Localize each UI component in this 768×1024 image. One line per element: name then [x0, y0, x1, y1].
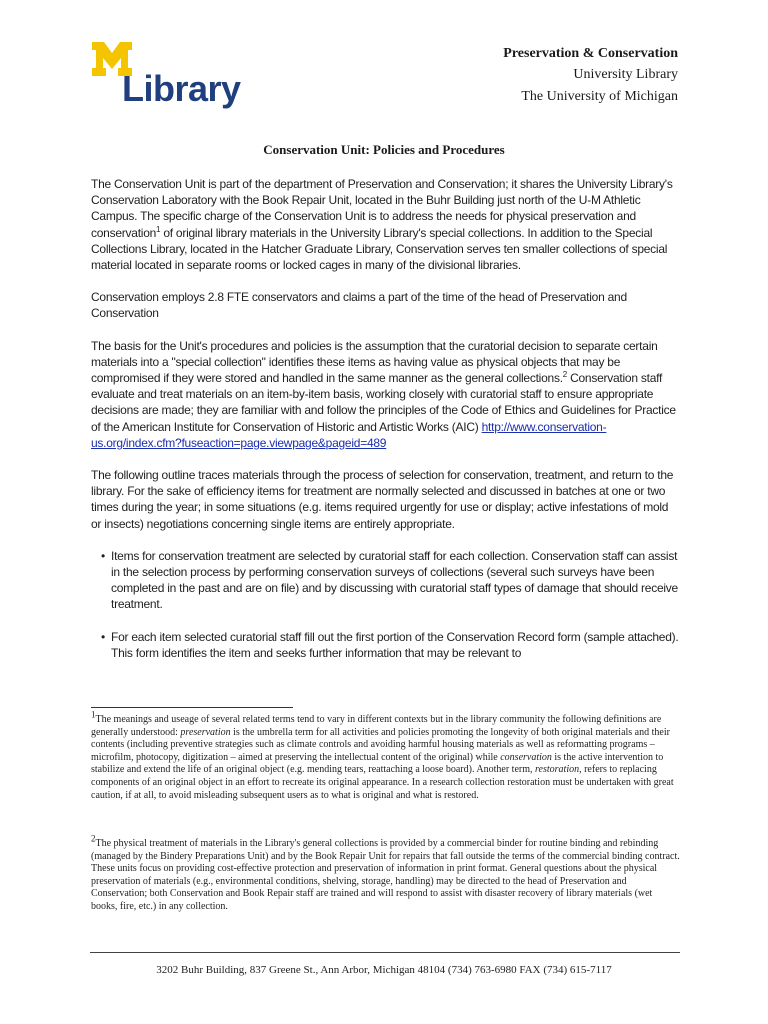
footnote-2 [91, 833, 681, 914]
list-item-text: Items for conservation treatment are selected by curatorial staff for each collection. Conservation staff can assist in the selection process by performing conservation surveys of collections (several such surveys have been completed in the past and are on file) and by discussing with curatorial staff types of damage that should receive treatment. [111, 548, 678, 612]
document-title: Conservation Unit: Policies and Procedures [263, 142, 505, 157]
footnote-number: 1 [91, 709, 96, 720]
university-library: University Library [573, 67, 678, 82]
footnote-term: conservation [500, 751, 552, 763]
footnote-ref-2[interactable]: 2 [562, 370, 567, 380]
procedure-list [91, 548, 681, 661]
footnote-term: restoration [535, 764, 580, 776]
footnote-separator [91, 707, 293, 708]
paragraph-text: Conservation staff evaluate and treat materials on an item-by-item basis, working closely with curatorial staff to ensure appropriate decisions are made; they are familiar with and follow the principles of the Code of Ethics and Guidelines for Practice of the American Institute for Conservation of Historic and Artistic Works (AIC) [91, 371, 676, 434]
bullet-marker: • [101, 548, 105, 563]
footer-address: 3202 Buhr Building, 837 Greene St., Ann Arbor, Michigan 48104 (734) 763-6980 FAX (734) 615-7117 [156, 964, 612, 976]
paragraph-text: The basis for the Unit's procedures and policies is the assumption that the curatorial decision to separate certain materials into a "special collection" identifies these items as having value as physical objects that may be compromised if they were stored and handled in the same manner as the general collections. [91, 338, 658, 386]
paragraph-staffing: Conservation employs 2.8 FTE conservators and claims a part of the time of the head of Preservation and Conservation [91, 290, 627, 321]
paragraph-intro [91, 176, 681, 273]
footnote-1 [91, 709, 681, 802]
footnote-text: The physical treatment of materials in the Library's general collections is provided by a commercial binder for routine binding and rebinding (managed by the Bindery Preparations Unit) and by the Book Repair Unit for repairs that fall outside the terms of the commercial binding contract. These units focus on providing cost-effective protection and preservation of information in print format. General questions about the physical preservation of materials (e.g., environmental conditions, shelving, storage, handling) may be directed to the head of Preservation and Conservation; both Conservation and Book Repair staff are trained and will respond to assist with disaster recovery of library materials (wet books, fire, etc.) in any collection. [91, 838, 680, 912]
logo-wordmark: Library [122, 68, 241, 109]
department-name: Preservation & Conservation [503, 46, 678, 61]
footnote-text: The meanings and useage of several related terms tend to vary in different contexts but in the library community the following definitions are generally understood: [91, 714, 662, 738]
footnote-ref-1[interactable]: 1 [156, 224, 161, 234]
document-body [91, 176, 681, 677]
footer-separator [90, 952, 680, 953]
paragraph-outline: The following outline traces materials through the process of selection for conservation, treatment, and return to the library. For the sake of efficiency items for treatment are normally selected and discussed in batches at one or two times during the year; in some situations (e.g. items required urgently for use or display; active infestations of mold or insects) negotiations concerning single items are entirely appropriate. [91, 468, 674, 531]
footnote-text: , refers to replacing components of an original object in an effort to recreate its original appearance. In a research collection restoration must be undertaken with great caution, if at all, to avoid misleading subsequent users as to what is original and what is restored. [91, 764, 674, 801]
library-logo [92, 42, 241, 110]
paragraph-text: The Conservation Unit is part of the department of Preservation and Conservation; it shares the University Library's Conservation Laboratory with the Book Repair Unit, located in the Buhr Building just north of the U-M Athletic Campus. The specific charge of the Conservation Unit is to address the needs for physical preservation and conservation [91, 177, 673, 240]
footnote-text: is the umbrella term for all activities and policies promoting the longevity of both original materials and their contents (including preventive strategies such as climate controls and avoiding harmful housing materials as well as reformatting programs – microfilm, photocopy, digitization – aimed at preserving the intellectual content of the original) while [91, 726, 670, 763]
paragraph-basis [91, 338, 681, 451]
bullet-marker: • [101, 629, 105, 644]
list-item [91, 548, 681, 613]
university-name: The University of Michigan [521, 89, 678, 104]
letterhead [503, 44, 678, 108]
aic-link[interactable]: http://www.conservation-us.org/index.cfm?fuseaction=page.viewpage&pageid=489 [91, 419, 607, 450]
paragraph-text: of original library materials in the University Library's special collections. In addition to the Special Collections Library, located in the Hatcher Graduate Library, Conservation serves ten smaller collections of special material located in separate rooms or locked cages in many of the divisional libraries. [91, 225, 668, 273]
list-item [91, 629, 681, 661]
footnote-text: is the active intervention to stabilize and extend the life of an original object (e.g. mending tears, reattaching a loose board). Another term, [91, 751, 664, 776]
footnote-term: preservation [180, 726, 231, 738]
footnote-number: 2 [91, 833, 96, 844]
list-item-text: For each item selected curatorial staff fill out the first portion of the Conservation Record form (sample attached). This form identifies the item and seeks further information that may be relevant to [111, 629, 679, 660]
